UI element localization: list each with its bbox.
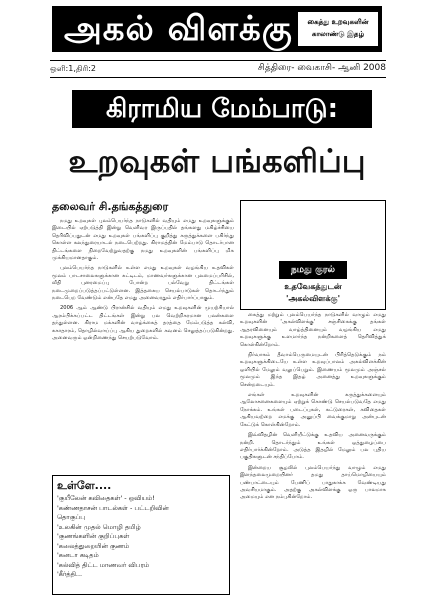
contents-item: 'கனடா கடிதம் — [57, 551, 99, 559]
contents-list — [57, 494, 225, 580]
article-paragraph: 2006 ஆம் ஆண்டு பிரான்சில் வதியும் எமது உறவுகளின் முயற்சியால் ஆரம்பிக்கப்பட்ட திட்டங்கள் இன்று பல வெற்றிகரமான பலன்களை தந்துள்ளன. கிராம மக்களின் வாழ்க்கைத் தரத்தை மேம்படுத்த கல்வி, சுகாதாரம், தொழில்வாய்ப்பு ஆகிய துறைகளில் கவனம் செலுத்தப்படுகின்றது. அனைவரும் ஒன்றிணைந்து செயற்படுவோம். — [52, 305, 234, 342]
issue-info-bar — [50, 60, 386, 78]
right-column — [240, 200, 386, 596]
article-paragraph: புலம்பெயர்ந்த நாடுகளில் உள்ள எமது உறவுகள் வழங்கிய உதவிகள் மூலம் பாடசாலைகளுக்கான கட்டிடம், மாணவர்களுக்கான புலமைப்பரிசில், வீதி புனரமைப்பு போன்ற பல்வேறு திட்டங்கள் நடைமுறைப்படுத்தப்பட்டுள்ளன. இத்தகைய செயல்பாடுகள் தொடர்ந்தும் நடைபெற வேண்டும் என்பதே எமது அனைவரதும் எதிர்பார்ப்பாகும். — [52, 265, 234, 302]
issue-number: ஒளி:1,திரி:2 — [50, 64, 96, 73]
notice-subtitle-2: 'அகல்விளக்கு' — [285, 294, 341, 303]
issue-date: சித்திரை- வைகாசி- ஆனி 2008 — [257, 63, 386, 73]
contents-box — [52, 475, 230, 595]
contents-item: 'கலைத்துறையின் குணம் — [57, 541, 130, 550]
article-paragraph: நிர்வாகம் தீவாம்பெருமையுடன் பிரித்தெடுக்கும் நம் உறவுகளுக்கிடையே உள்ள உறவுப்பாலம் அகல்விளக்கின் ஒளியில் மேலும் வலுப்பெறும். இணையம் மூலமும் அஞ்சல் மூலமும் இந்த இதழ் அனைத்து உறவுகளுக்கும் சென்றடையும். — [240, 352, 386, 388]
masthead-title: அகல் விளக்கு — [64, 9, 293, 49]
headline-line-1: கிராமிய மேம்பாடு: — [72, 90, 372, 128]
article-paragraph: எங்கள் உறவுகளின் கருத்துக்களையும் ஆலோசனைகளையும் ஏற்றுக் கொண்டு செயல்படுவதே எமது நோக்கம். உங்கள் படைப்புகள், கட்டுரைகள், கவிதைகள் ஆகியவற்றை எமக்கு அனுப்பி வைக்குமாறு அன்புடன் கேட்டுக் கொள்கின்றோம். — [240, 392, 386, 428]
article-paragraph: நமது உறவுகள் புலம்பெயர்ந்த நாடுகளில் வதியும் எமது உறவுகளுக்கும் இடையில் ஏற்படுத்தி இன்று வெளிவர இருப்பதில் தங்களது மகிழ்ச்சியை தெரிவிப்பதுடன் எமது உறவுகள் பங்களிப்பு குறித்து கருத்துக்களை பகிர்ந்து கொள்ள கலந்துரையாடல் நடைபெற்றது. கிராமத்தின் மேம்பாடு தொடர்பான திட்டங்களை நிறைவேற்றுவதற்கு நமது உறவுகளின் பங்களிப்பு மிக முக்கியமானதாகும். — [52, 218, 234, 262]
article-paragraph: கைத்து மற்றும் புலம்பெயர்ந்த நாடுகளில் வாழும் எமது உறவுகளின் 'அகல்விளக்கு' சஞ்சிகைக்கு தங்கள் ஆதரவினையும் வாழ்த்தினையும் வழங்கிய எமது உறவுகளுக்கு உளமார்ந்த நன்றிகளைத் தெரிவித்துக் கொள்கின்றோம். — [240, 312, 386, 348]
contents-item: 'உலகின் முதல் மொழி தமிழ் — [57, 522, 141, 531]
contents-heading: உள்ளே.... — [57, 479, 112, 492]
notice-subtitle: உதவேகத்துடன் — [284, 282, 342, 291]
contents-item: 'கீர்த்தி... — [57, 570, 83, 578]
right-article — [240, 312, 386, 612]
article-paragraph: இவ்விதழின் வெளியீட்டுக்கு உதவிய அனைவருக்கும் நன்றி. தொடர்ந்தும் உங்கள் ஒத்துழைப்பை எதிர்பார்க்கின்றோம். அடுத்த இதழில் மேலும் பல புதிய பகுதிகளுடன் சந்திப்போம். — [240, 432, 386, 461]
left-article — [52, 218, 234, 468]
contents-item: 'குயீலேன் கவிதைகள்' - ஒவியம்! — [57, 494, 155, 502]
byline: தலைவர் சி.தங்கத்துரை — [52, 200, 169, 213]
contents-item: தொகுப்பு — [57, 513, 86, 521]
contents-item: 'குணங்களின் குறிப்புகள் — [57, 532, 130, 540]
headline-line-2: உறவுகள் பங்களிப்பு — [68, 142, 366, 180]
masthead — [52, 6, 382, 52]
notice-heading: நமது குரல் — [279, 261, 347, 279]
contents-item: 'கண்ணதாசன் பாடல்கள் - பட்டறிவின் — [57, 503, 169, 512]
article-paragraph: இன்றைய சூழலில் புலம்பெயர்ந்து வாழும் எமது இளந்தலைமுறையினர் தமது தாய்மொழியையும் பண்பாட்டையும் பேணிப் பாதுகாக்க வேண்டியது அவசியமாகும். அதற்கு அகல்விளக்கு ஒரு பாலமாக அமையும் என நம்புகின்றோம். — [240, 464, 386, 501]
masthead-tagline: கைத்து உறவுகளின் காலாண்டு இதழ் — [298, 12, 378, 46]
notice-box — [240, 200, 386, 310]
contents-item: 'கல்வித் திட்ட மாணவர் விபரம் — [57, 560, 150, 569]
